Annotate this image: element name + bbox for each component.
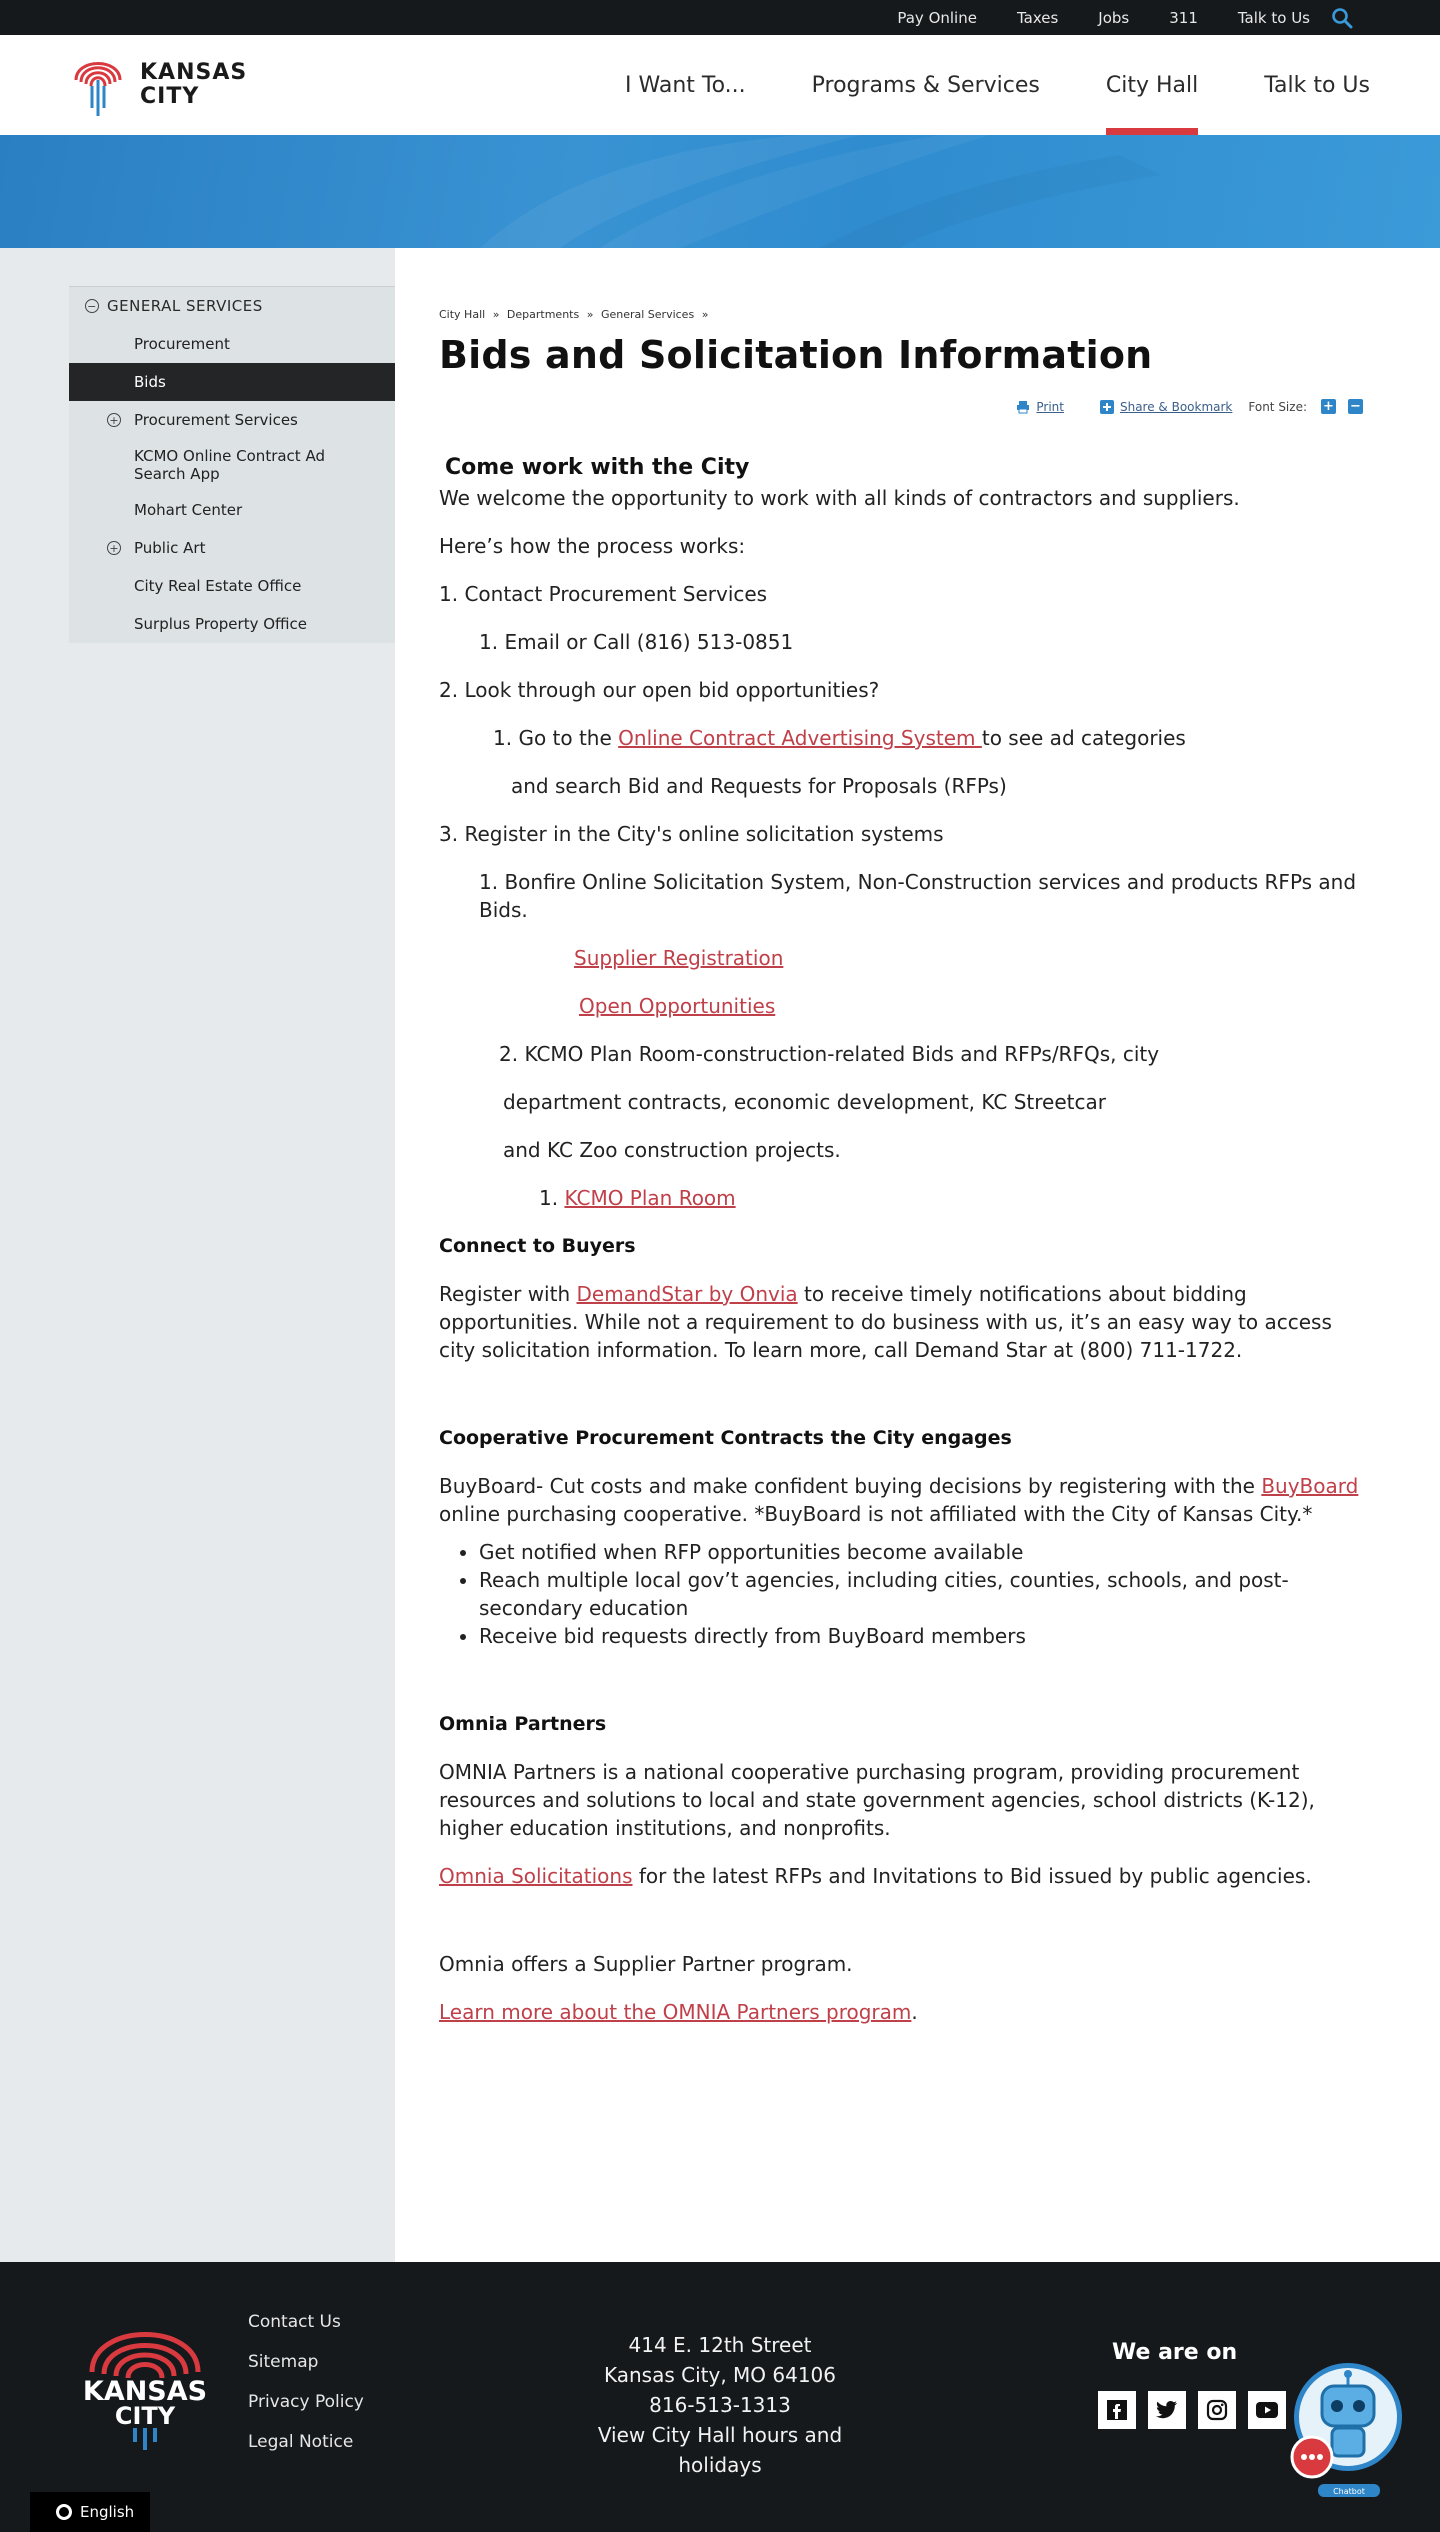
step-2-1 (439, 724, 1363, 752)
utility-link-pay-online[interactable]: Pay Online (897, 8, 977, 27)
step-3-2-line3: and KC Zoo construction projects. (503, 1138, 841, 1162)
hero-banner (0, 135, 1440, 248)
heading-omnia-partners: Omnia Partners (439, 1713, 607, 1735)
breadcrumb-departments[interactable]: Departments (506, 308, 580, 321)
omnia-solicitations-suffix: for the latest RFPs and Invitations to Bid issued by public agencies. (632, 1864, 1312, 1888)
buyboard-suffix: online purchasing cooperative. *BuyBoard is not affiliated with the City of Kansas City.* (439, 1502, 1313, 1526)
step-2-1-suffix: to see ad categories (981, 726, 1186, 750)
spacer (439, 1384, 1363, 1424)
address-phone[interactable]: 816-513-1313 (649, 2393, 791, 2417)
plan-room-number: 1. (539, 1186, 565, 1210)
main-content (395, 248, 1440, 2262)
sidebar-item-label: KCMO Online Contract Ad Search App (134, 447, 325, 483)
sidebar-item-procurement[interactable] (69, 325, 395, 363)
buyboard-benefits-list (479, 1538, 1363, 1650)
open-opportunities-link[interactable]: Open Opportunities (579, 994, 776, 1018)
share-bookmark-label: Share & Bookmark (1119, 399, 1233, 414)
utility-link-talk-to-us[interactable]: Talk to Us (1237, 8, 1310, 27)
sidebar-heading[interactable] (69, 287, 395, 325)
paragraph-buyers (439, 1280, 1363, 1364)
sidebar-item-label: Procurement Services (134, 411, 298, 429)
paragraph-omnia-solicitations (439, 1862, 1363, 1890)
nav-i-want-to[interactable]: I Want To... (625, 72, 746, 98)
buyers-suffix: to receive timely notifications about bidding opportunities. While not a requirement to do business with us, it’s an easy way to access city solicitation information. To learn more, call Demand Star at (800) 711-1722. (439, 1282, 1332, 1362)
step-3-1: 1. Bonfire Online Solicitation System, Non-Construction services and products RFPs and Bids. (479, 870, 1357, 922)
breadcrumb-separator: » (492, 308, 500, 321)
list-item: • Receive bid requests directly from BuyBoard members (479, 1622, 1363, 1650)
supplier-registration-link[interactable]: Supplier Registration (574, 946, 784, 970)
sidebar-item-mohart-center[interactable] (69, 491, 395, 529)
list-item: • Get notified when RFP opportunities become available (479, 1538, 1363, 1566)
sidebar-item-label: Mohart Center (134, 501, 243, 519)
share-bookmark-link[interactable] (1100, 400, 1232, 414)
sidebar-item-label: Procurement (134, 335, 230, 353)
globe-icon (56, 2504, 72, 2520)
language-label: English (80, 2503, 135, 2521)
step-1-1: 1. Email or Call (816) 513-0851 (479, 630, 794, 654)
paragraph-how: Here’s how the process works: (439, 534, 746, 558)
plan-room-row (439, 1184, 1363, 1212)
address-street: 414 E. 12th Street (628, 2333, 812, 2357)
sidebar-item-label: Bids (134, 373, 166, 391)
font-increase-icon[interactable]: + (1321, 399, 1336, 414)
breadcrumb (439, 308, 1363, 321)
language-selector[interactable] (30, 2492, 150, 2532)
step-3: 3. Register in the City's online solicitation systems (439, 822, 944, 846)
footer-link-sitemap[interactable]: Sitemap (248, 2352, 319, 2372)
sidebar-item-label: Public Art (134, 539, 206, 557)
sidebar-item-public-art[interactable] (69, 529, 395, 567)
site-header (0, 35, 1440, 135)
article-body (439, 454, 1363, 2026)
list-item: • Reach multiple local gov’t agencies, including cities, counties, schools, and post-secondary education (479, 1566, 1363, 1622)
nav-city-hall[interactable]: City Hall (1106, 35, 1198, 135)
footer-address (560, 2330, 880, 2480)
buyboard-link[interactable]: BuyBoard (1261, 1474, 1359, 1498)
step-3-2: 2. KCMO Plan Room-construction-related Bids and RFPs/RFQs, city (499, 1042, 1160, 1066)
print-link[interactable] (1016, 400, 1064, 414)
site-logo[interactable] (70, 50, 247, 120)
supplier-registration-row (439, 944, 1363, 972)
footer-links (248, 2312, 364, 2472)
site-footer (0, 2262, 1440, 2532)
plus-box-icon (1100, 400, 1114, 414)
logo-text-kansas: KANSAS (140, 60, 248, 85)
nav-talk-to-us[interactable]: Talk to Us (1264, 72, 1370, 98)
period: . (911, 2000, 918, 2024)
buyers-prefix: Register with (439, 1282, 577, 1306)
font-size-label: Font Size: (1248, 399, 1307, 414)
utility-link-311[interactable]: 311 (1169, 8, 1198, 27)
font-decrease-icon[interactable]: − (1348, 399, 1363, 414)
demandstar-link[interactable]: DemandStar by Onvia (576, 1282, 798, 1306)
step-2: 2. Look through our open bid opportunities? (439, 678, 880, 702)
breadcrumb-general-services[interactable]: General Services (600, 308, 695, 321)
footer-link-contact-us[interactable]: Contact Us (248, 2312, 341, 2332)
paragraph-omnia-learn (439, 1998, 1363, 2026)
footer-link-privacy-policy[interactable]: Privacy Policy (248, 2392, 364, 2412)
heading-cooperative-procurement: Cooperative Procurement Contracts the City engages (439, 1427, 1012, 1449)
sidebar-heading-label: GENERAL SERVICES (107, 297, 263, 315)
footer-logo[interactable] (80, 2312, 210, 2456)
social-section (1098, 2340, 1298, 2429)
expand-icon[interactable]: + (107, 541, 121, 555)
open-opportunities-row (439, 992, 1363, 1020)
side-nav (69, 286, 395, 643)
utility-link-jobs[interactable]: Jobs (1098, 8, 1130, 27)
utility-link-taxes[interactable]: Taxes (1016, 8, 1059, 27)
omnia-solicitations-link[interactable]: Omnia Solicitations (439, 1864, 633, 1888)
sidebar-item-procurement-services[interactable] (69, 401, 395, 439)
nav-programs-services[interactable]: Programs & Services (811, 72, 1040, 98)
step-3-2-line2: department contracts, economic development, KC Streetcar (503, 1090, 1106, 1114)
logo-text-city: CITY (140, 84, 200, 109)
collapse-icon[interactable]: − (85, 299, 99, 313)
banner-graphic (0, 135, 1440, 248)
utility-bar (0, 0, 1440, 35)
social-label: We are on (1112, 2340, 1238, 2365)
paragraph-buyboard (439, 1472, 1363, 1528)
heading-come-work: Come work with the City (445, 455, 750, 480)
city-hall-hours-link[interactable]: View City Hall hours and holidays (597, 2423, 843, 2477)
paragraph-omnia-supplier: Omnia offers a Supplier Partner program. (439, 1952, 853, 1976)
paragraph-welcome: We welcome the opportunity to work with all kinds of contractors and suppliers. (439, 486, 1240, 510)
paragraph-omnia: OMNIA Partners is a national cooperative purchasing program, providing procurement resources and solutions to local and state government agencies, school districts (K-12), higher education institutions, and nonprofits. (439, 1760, 1315, 1840)
facebook-icon[interactable] (1098, 2391, 1136, 2429)
sidebar-item-label: Surplus Property Office (134, 615, 307, 633)
address-city: Kansas City, MO 64106 (603, 2363, 837, 2387)
breadcrumb-city-hall[interactable]: City Hall (439, 308, 486, 321)
sidebar-item-city-real-estate-office[interactable] (69, 567, 395, 605)
kcmo-plan-room-link[interactable]: KCMO Plan Room (564, 1186, 736, 1210)
youtube-icon[interactable] (1248, 2391, 1286, 2429)
instagram-icon[interactable] (1198, 2391, 1236, 2429)
buyboard-prefix: BuyBoard- Cut costs and make confident buying decisions by registering with the (439, 1474, 1262, 1498)
spacer (439, 1910, 1363, 1950)
footer-fountain-logo-icon (80, 2312, 210, 2452)
step-2-1-prefix: 1. Go to the (493, 726, 619, 750)
sidebar-item-kcmo-online-contract-ad-search-app[interactable] (69, 439, 395, 491)
chatbot-robot-icon (1288, 2362, 1403, 2502)
search-icon[interactable] (1330, 6, 1354, 30)
chatbot-label: Chatbot (1333, 2487, 1365, 2496)
breadcrumb-separator: » (586, 308, 594, 321)
spacer (439, 1670, 1363, 1710)
sidebar-item-bids[interactable] (69, 363, 395, 401)
heading-connect-to-buyers: Connect to Buyers (439, 1235, 636, 1257)
footer-logo-text-kansas: KANSAS (82, 2376, 208, 2407)
chatbot-widget[interactable] (1288, 2362, 1403, 2502)
print-label: Print (1036, 399, 1064, 414)
footer-logo-text-city: CITY (114, 2402, 176, 2430)
omnia-learn-more-link[interactable]: Learn more about the OMNIA Partners program (439, 2000, 912, 2024)
page-title: Bids and Solicitation Information (439, 333, 1153, 377)
footer-link-legal-notice[interactable]: Legal Notice (248, 2432, 354, 2452)
step-1: 1. Contact Procurement Services (439, 582, 768, 606)
fountain-logo-icon (70, 50, 126, 120)
page-tools (439, 399, 1363, 414)
sidebar-item-label: City Real Estate Office (134, 577, 302, 595)
print-icon (1016, 400, 1030, 414)
sidebar (0, 248, 395, 2262)
step-2-1-continued: and search Bid and Requests for Proposals (RFPs) (511, 774, 1007, 798)
twitter-icon[interactable] (1148, 2391, 1186, 2429)
expand-icon[interactable]: + (107, 413, 121, 427)
main-nav (559, 35, 1370, 135)
sidebar-item-surplus-property-office[interactable] (69, 605, 395, 643)
breadcrumb-separator: » (701, 308, 709, 321)
online-contract-advertising-link[interactable]: Online Contract Advertising System (618, 726, 982, 750)
